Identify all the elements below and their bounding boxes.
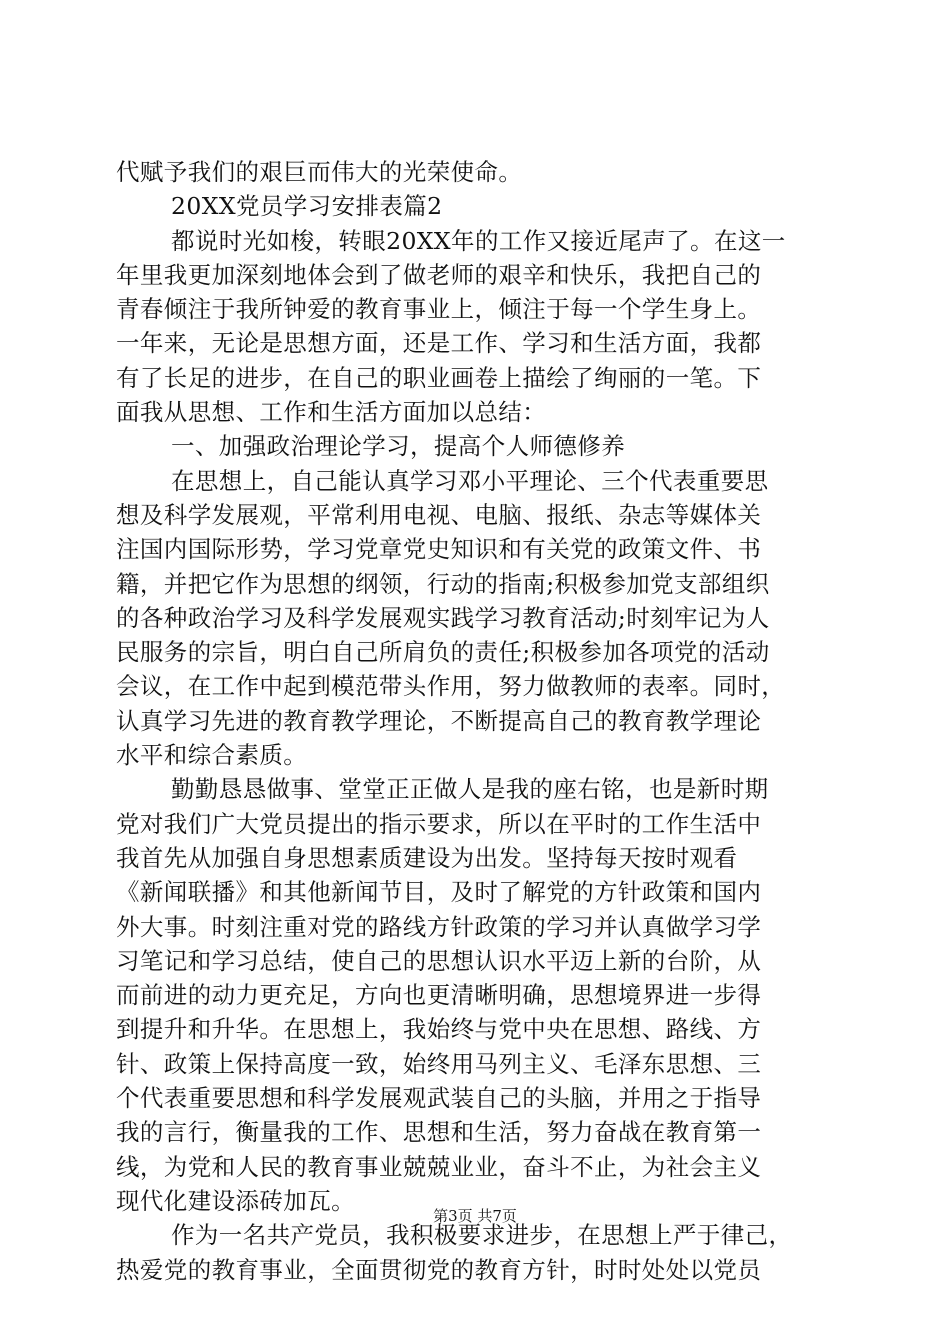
text-line: 年里我更加深刻地体会到了做老师的艰辛和快乐，我把自己的: [116, 260, 762, 289]
text-line: 青春倾注于我所钟爱的教育事业上，倾注于每一个学生身上。: [116, 295, 762, 324]
text-line: 线，为党和人民的教育事业兢兢业业，奋斗不止，为社会主义: [116, 1152, 762, 1181]
text-line: 想及科学发展观，平常利用电视、电脑、报纸、杂志等媒体关: [116, 500, 762, 529]
page-footer: 第3页 共7页: [433, 1207, 517, 1225]
text-line: 民服务的宗旨，明白自己所肩负的责任;积极参加各项党的活动: [116, 638, 770, 667]
text-line: 在思想上，自己能认真学习邓小平理论、三个代表重要思: [171, 466, 769, 495]
text-line: 勤勤恳恳做事、堂堂正正做人是我的座右铭，也是新时期: [171, 775, 769, 804]
text-line: 认真学习先进的教育教学理论，不断提高自己的教育教学理论: [116, 706, 762, 735]
text-line: 代赋予我们的艰巨而伟大的光荣使命。: [116, 158, 523, 186]
text-line: 而前进的动力更充足，方向也更清晰明确，思想境界进一步得: [116, 981, 762, 1010]
text-line: 外大事。时刻注重对党的路线方针政策的学习并认真做学习学: [116, 912, 762, 941]
text-line: 个代表重要思想和科学发展观武装自己的头脑，并用之于指导: [116, 1084, 762, 1113]
text-line: 作为一名共产党员，我积极要求进步，在思想上严于律己，: [171, 1221, 793, 1250]
text-line: 水平和综合素质。: [116, 741, 308, 770]
text-line: 热爱党的教育事业，全面贯彻党的教育方针，时时处处以党员: [116, 1255, 762, 1284]
text-line: 有了长足的进步，在自己的职业画卷上描绘了绚丽的一笔。下: [116, 363, 762, 392]
text-line: 的各种政治学习及科学发展观实践学习教育活动;时刻牢记为人: [116, 603, 770, 632]
text-line: 都说时光如梭，转眼20XX年的工作又接近尾声了。在这一: [171, 226, 786, 255]
text-line: 我首先从加强自身思想素质建设为出发。坚持每天按时观看: [116, 843, 738, 872]
text-line: 一、加强政治理论学习，提高个人师德修养: [171, 432, 626, 461]
text-line: 20XX党员学习安排表篇2: [171, 192, 443, 221]
text-line: 现代化建设添砖加瓦。: [116, 1186, 355, 1215]
text-line: 党对我们广大党员提出的指示要求，所以在平时的工作生活中: [116, 809, 762, 838]
text-line: 针、政策上保持高度一致，始终用马列主义、毛泽东思想、三: [116, 1049, 762, 1078]
text-line: 面我从思想、工作和生活方面加以总结：: [116, 398, 547, 427]
text-line: 籍，并把它作为思想的纲领，行动的指南;积极参加党支部组织: [116, 569, 770, 598]
document-body: [116, 155, 836, 1287]
text-line: 我的言行，衡量我的工作、思想和生活，努力奋战在教育第一: [116, 1118, 762, 1147]
text-line: 注国内国际形势，学习党章党史知识和有关党的政策文件、书: [116, 535, 762, 564]
text-line: 《新闻联播》和其他新闻节目，及时了解党的方针政策和国内: [116, 878, 762, 907]
text-line: 一年来，无论是思想方面，还是工作、学习和生活方面，我都: [116, 329, 762, 358]
text-line: 到提升和升华。在思想上，我始终与党中央在思想、路线、方: [116, 1015, 762, 1044]
text-line: 会议，在工作中起到模范带头作用，努力做教师的表率。同时，: [116, 672, 786, 701]
text-line: 习笔记和学习总结，使自己的思想认识水平迈上新的台阶，从: [116, 946, 762, 975]
